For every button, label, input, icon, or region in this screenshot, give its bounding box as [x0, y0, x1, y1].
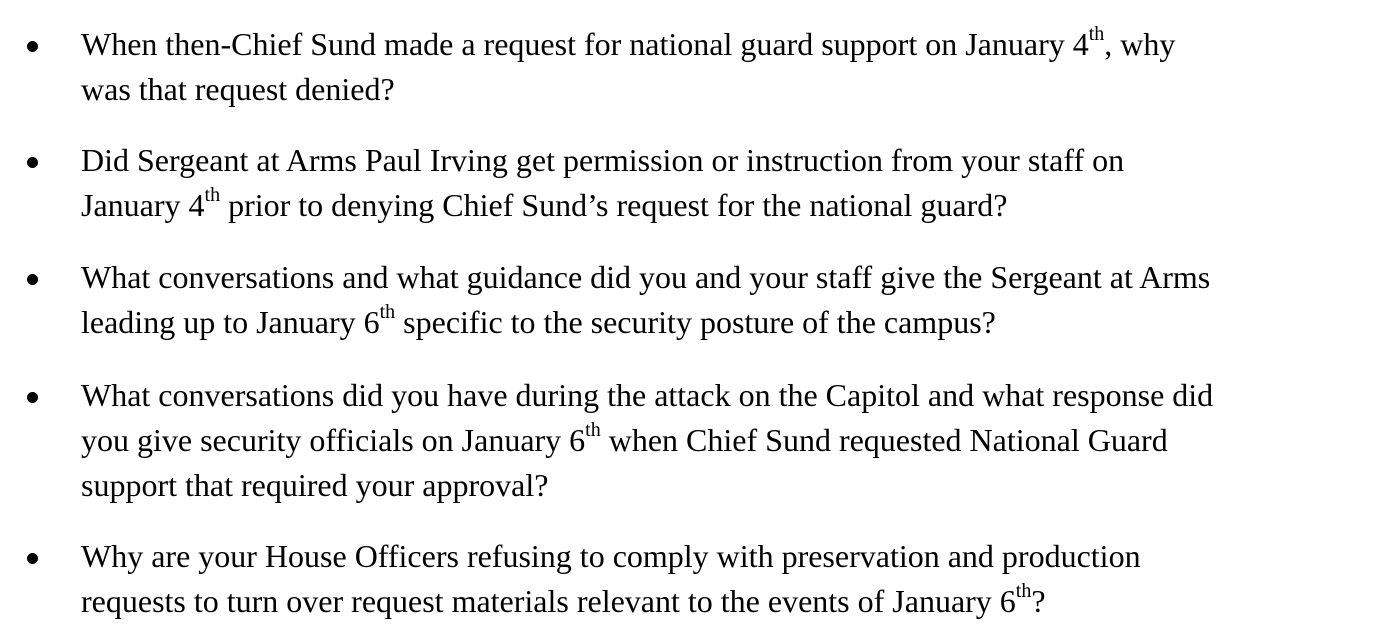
bullet-icon — [27, 553, 38, 564]
text-run: requests to turn over request materials relevant to the events of January 6 — [81, 583, 1016, 619]
ordinal-superscript: th — [1015, 580, 1032, 603]
text-line — [81, 300, 1371, 345]
text-line — [81, 418, 1371, 463]
text-run: When then-Chief Sund made a request for national guard support on January 4 — [81, 26, 1089, 62]
question-text — [81, 373, 1371, 508]
question-text — [81, 22, 1371, 112]
text-run: Why are your House Officers refusing to comply with preservation and production — [81, 538, 1141, 574]
ordinal-superscript: th — [379, 301, 396, 324]
question-text — [81, 255, 1371, 345]
text-run: , why — [1104, 26, 1176, 62]
text-line — [81, 373, 1371, 418]
bullet-icon — [27, 157, 38, 168]
text-run: Did Sergeant at Arms Paul Irving get permission or instruction from your staff on — [81, 142, 1125, 178]
bullet-icon — [27, 392, 38, 403]
ordinal-superscript: th — [585, 419, 601, 442]
text-run: prior to denying Chief Sund’s request for the national guard? — [220, 187, 1008, 223]
text-line — [81, 183, 1371, 228]
text-line — [81, 22, 1371, 67]
text-run: support that required your approval? — [81, 467, 549, 503]
ordinal-superscript: th — [204, 184, 221, 207]
text-run: you give security officials on January 6 — [81, 422, 586, 458]
question-text — [81, 534, 1371, 624]
text-run: What conversations did you have during the attack on the Capitol and what response did — [81, 377, 1214, 413]
text-run: when Chief Sund requested National Guard — [600, 422, 1168, 458]
bullet-icon — [27, 41, 38, 52]
text-run: ? — [1031, 583, 1046, 619]
text-run: January 4 — [81, 187, 205, 223]
text-run: specific to the security posture of the campus? — [395, 304, 996, 340]
text-run: was that request denied? — [81, 71, 395, 107]
text-run: What conversations and what guidance did you and your staff give the Sergeant at Arms — [81, 259, 1211, 295]
text-line — [81, 534, 1371, 579]
bullet-icon — [27, 274, 38, 285]
text-line — [81, 463, 1371, 508]
text-line — [81, 255, 1371, 300]
text-line — [81, 67, 1371, 112]
question-text — [81, 138, 1371, 228]
ordinal-superscript: th — [1088, 23, 1105, 46]
text-line — [81, 138, 1371, 183]
text-run: leading up to January 6 — [81, 304, 380, 340]
text-line — [81, 579, 1371, 624]
